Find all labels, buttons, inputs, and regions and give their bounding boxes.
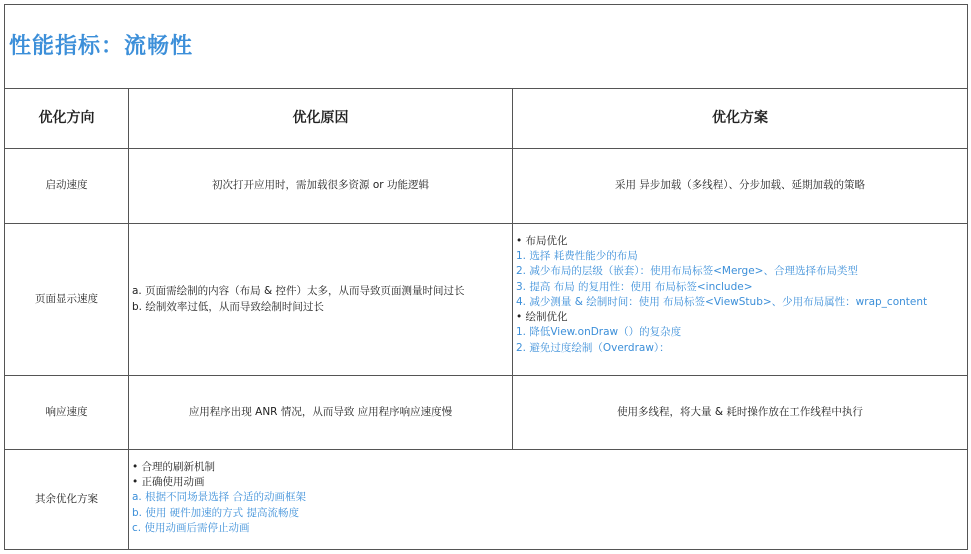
row-display-solution [513,224,967,376]
other-line-animation: • 正确使用动画 [132,476,205,489]
draw-item-1: 1. 降低View.onDraw（）的复杂度 [516,326,682,339]
header-direction: 优化方向 [5,89,129,149]
row-response-reason: 应用程序出现 ANR 情况，从而导致 应用程序响应速度慢 [129,376,513,450]
row-startup-direction: 启动速度 [5,149,129,224]
row-response-solution: 使用多线程，将大量 & 耗时操作放在工作线程中执行 [513,376,967,450]
layout-item-1: 1. 选择 耗费性能少的布局 [516,250,638,263]
other-item-c: c. 使用动画后需停止动画 [132,521,250,534]
draw-optimization-heading: • 绘制优化 [516,311,568,324]
row-other-content [129,450,967,549]
draw-item-2: 2. 避免过度绘制（Overdraw）： [516,341,670,354]
other-item-b: b. 使用 硬件加速的方式 提高流畅度 [132,506,300,519]
row-startup-reason: 初次打开应用时，需加载很多资源 or 功能逻辑 [129,149,513,224]
row-startup-solution: 采用 异步加载（多线程）、分步加载、延期加载的策略 [513,149,967,224]
layout-item-4: 4. 减少测量 & 绘制时间：使用 布局标签<ViewStub>、少用布局属性：wrap_content [516,295,928,308]
row-response-direction: 响应速度 [5,376,129,450]
page-title: 性能指标：流畅性 [9,34,194,59]
header-reason: 优化原因 [129,89,513,149]
other-item-a: a. 根据不同场景选择 合适的动画框架 [132,491,306,504]
layout-item-3: 3. 提高 布局 的复用性：使用 布局标签<include> [516,280,753,293]
layout-item-2: 2. 减少布局的层级（嵌套）：使用布局标签<Merge>、合理选择布局类型 [516,265,858,278]
header-solution: 优化方案 [513,89,967,149]
other-line-refresh: • 合理的刷新机制 [132,461,216,473]
performance-table [4,4,968,550]
row-display-direction: 页面显示速度 [5,224,129,376]
layout-optimization-heading: • 布局优化 [516,235,568,247]
row-other-direction: 其余优化方案 [5,450,129,549]
optimization-grid [5,89,967,549]
display-reason-line-a: a. 页面需绘制的内容（布局 & 控件）太多，从而导致页面测量时间过长 [132,285,465,298]
title-row [5,5,967,89]
display-reason-line-b: b. 绘制效率过低，从而导致绘制时间过长 [132,300,324,313]
row-display-reason [129,224,513,376]
